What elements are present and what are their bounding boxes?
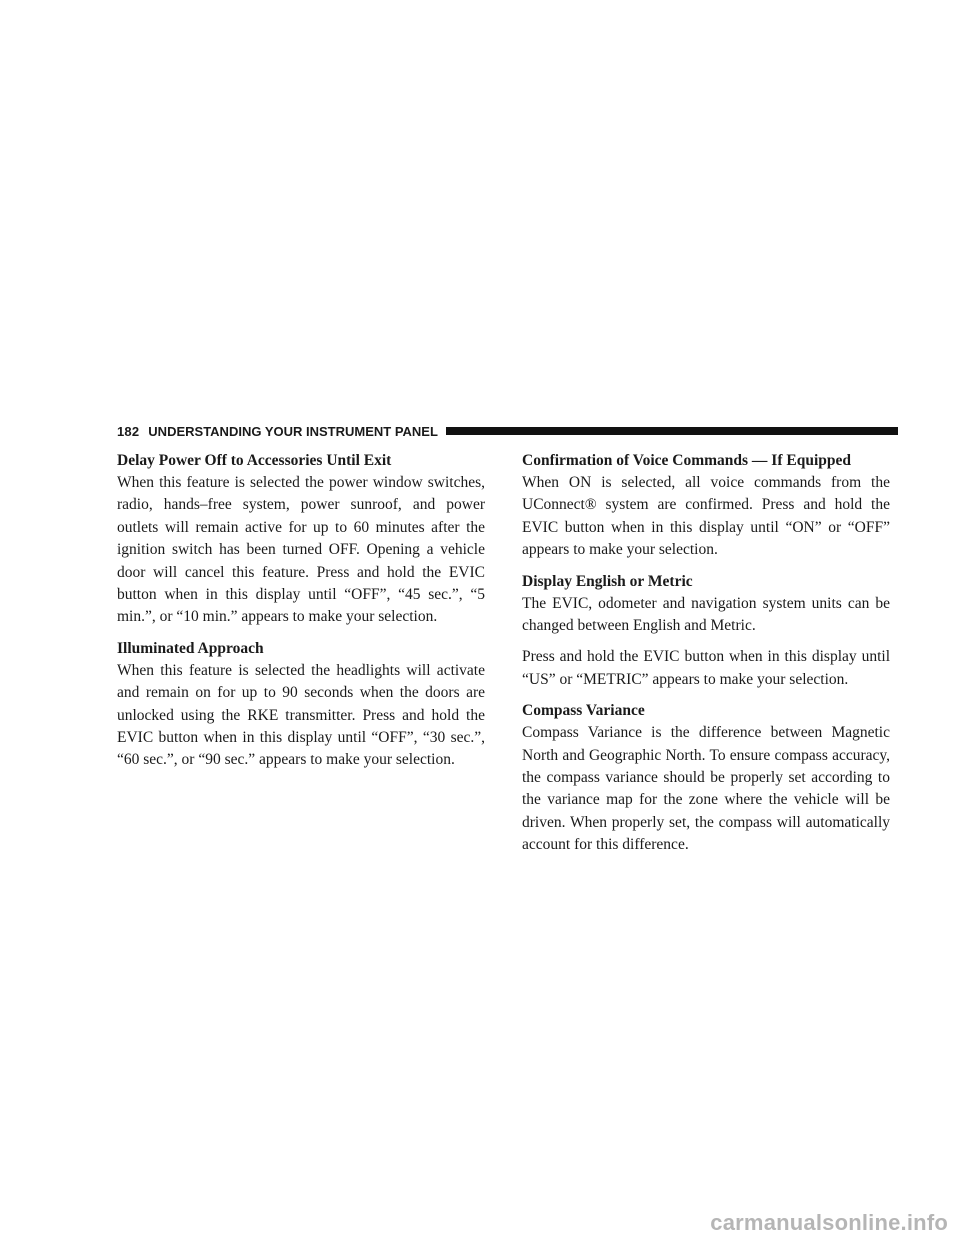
paragraph-english-metric-1: The EVIC, odometer and navigation system units can be changed between English and Metric. — [522, 594, 890, 635]
heading-english-metric: Display English or Metric — [522, 572, 693, 590]
page-header — [117, 421, 898, 441]
paragraph-delay-power-off: When this feature is selected the power window switches, radio, hands–free system, power sunroof, and power outlets will remain active for up to 60 minutes after the ignition switch has been turned OFF. Opening a vehicle door will cancel this feature. Press and hold the EVIC button when in this display until “OFF”, “45 sec.”, “5 min.”, or “10 min.” appears to make your selection. — [117, 474, 485, 626]
paragraph-compass-variance: Compass Variance is the difference between Magnetic North and Geographic North. To ensure compass accuracy, the compass variance should be properly set according to the variance map for the zone where the vehicle will be driven. When properly set, the compass will automatically account for this difference. — [522, 724, 890, 854]
paragraph-english-metric-2: Press and hold the EVIC button when in this display until “US” or “METRIC” appears to make your selection. — [522, 648, 890, 688]
header-rule — [446, 427, 898, 435]
right-column — [522, 450, 890, 866]
heading-compass-variance: Compass Variance — [522, 702, 645, 720]
paragraph-voice-commands: When ON is selected, all voice commands from the UConnect® system are confirmed. Press and hold the EVIC button when in this display until “ON” or “OFF” appears to make your selection. — [522, 474, 890, 559]
section-title: UNDERSTANDING YOUR INSTRUMENT PANEL — [148, 423, 438, 439]
heading-illuminated-approach: Illuminated Approach — [117, 639, 264, 657]
heading-delay-power-off: Delay Power Off to Accessories Until Exit — [117, 452, 392, 469]
heading-voice-commands: Confirmation of Voice Commands — If Equipped — [522, 452, 851, 469]
page-number: 182 — [117, 423, 140, 439]
paragraph-illuminated-approach: When this feature is selected the headlights will activate and remain on for up to 90 seconds when the doors are unlocked using the RKE transmitter. Press and hold the EVIC button when in this display until “OFF”, “30 sec.”, “60 sec.”, or “90 sec.” appears to make your selection. — [117, 661, 485, 769]
left-column — [117, 450, 485, 781]
watermark: carmanualsonline.info — [710, 1210, 948, 1235]
